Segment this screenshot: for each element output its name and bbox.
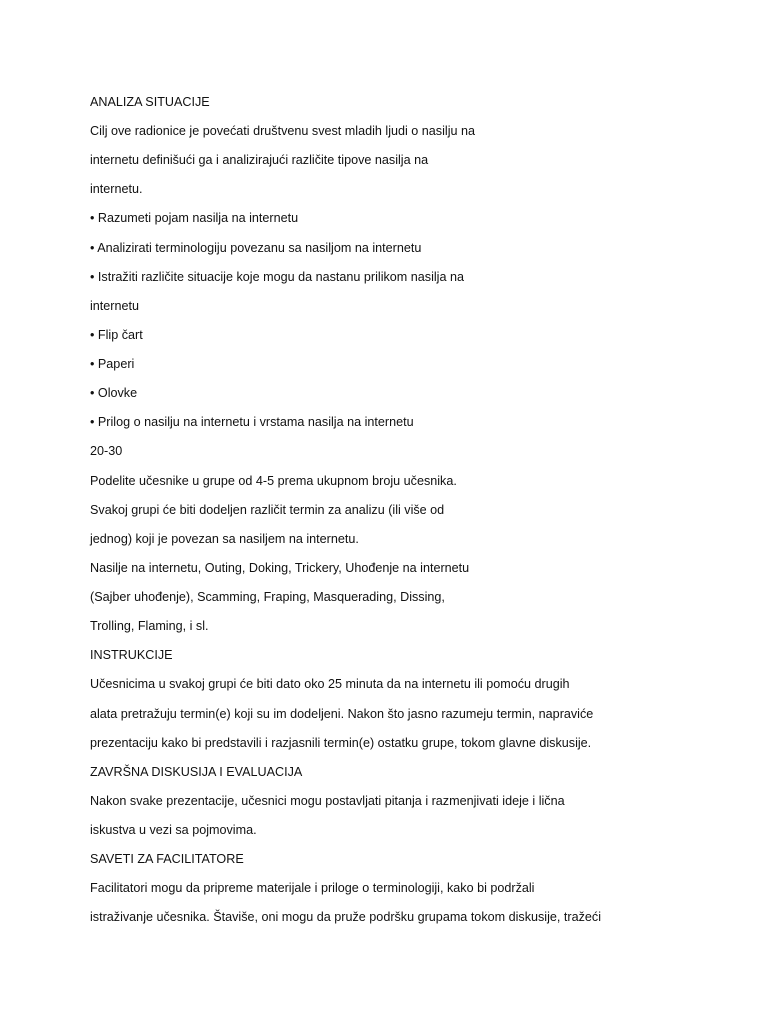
bullet-item: • Olovke — [90, 386, 138, 400]
paragraph-line: Učesnicima u svakoj grupi će biti dato oko 25 minuta da na internetu ili pomoću drugih — [90, 677, 570, 691]
bullet-item: • Analizirati terminologiju povezanu sa nasiljom na internetu — [90, 241, 422, 255]
duration-text: 20-30 — [90, 444, 123, 458]
paragraph-line: internetu definišući ga i analizirajući različite tipove nasilja na — [90, 153, 429, 167]
paragraph-line: Facilitatori mogu da pripreme materijale i priloge o terminologiji, kako bi podržali — [90, 881, 535, 895]
bullet-item: • Paperi — [90, 357, 135, 371]
paragraph-line: jednog) koji je povezan sa nasiljem na internetu. — [90, 532, 359, 546]
paragraph-line: Nakon svake prezentacije, učesnici mogu postavljati pitanja i razmenjivati ideje i lična — [90, 794, 565, 808]
bullet-item: • Flip čart — [90, 328, 143, 342]
bullet-item: • Prilog o nasilju na internetu i vrstama nasilja na internetu — [90, 415, 414, 429]
heading-saveti-za-facilitatore: SAVETI ZA FACILITATORE — [90, 852, 244, 866]
paragraph-line: internetu — [90, 299, 140, 313]
paragraph-line: iskustva u vezi sa pojmovima. — [90, 823, 257, 837]
bullet-item: • Razumeti pojam nasilja na internetu — [90, 211, 299, 225]
paragraph-line: Svakoj grupi će biti dodeljen različit termin za analizu (ili više od — [90, 503, 445, 517]
paragraph-line: internetu. — [90, 182, 143, 196]
paragraph-line: Podelite učesnike u grupe od 4-5 prema ukupnom broju učesnika. — [90, 474, 457, 488]
bullet-item: • Istražiti različite situacije koje mogu da nastanu prilikom nasilja na — [90, 270, 464, 284]
paragraph-line: (Sajber uhođenje), Scamming, Fraping, Masquerading, Dissing, — [90, 590, 445, 604]
paragraph-line: alata pretražuju termin(e) koji su im dodeljeni. Nakon što jasno razumeju termin, napraviće — [90, 707, 594, 721]
paragraph-line: Cilj ove radionice je povećati društvenu svest mladih ljudi o nasilju na — [90, 124, 476, 138]
paragraph-line: Trolling, Flaming, i sl. — [90, 619, 209, 633]
paragraph-line: prezentaciju kako bi predstavili i razjasnili termin(e) ostatku grupe, tokom glavne diskusije. — [90, 736, 592, 750]
paragraph-line: Nasilje na internetu, Outing, Doking, Trickery, Uhođenje na internetu — [90, 561, 470, 575]
heading-analiza-situacije: ANALIZA SITUACIJE — [90, 95, 210, 109]
heading-zavrsna-diskusija: ZAVRŠNA DISKUSIJA I EVALUACIJA — [90, 765, 303, 779]
heading-instrukcije: INSTRUKCIJE — [90, 648, 173, 662]
paragraph-line: istraživanje učesnika. Štaviše, oni mogu da pruže podršku grupama tokom diskusije, tražeći — [90, 910, 601, 924]
